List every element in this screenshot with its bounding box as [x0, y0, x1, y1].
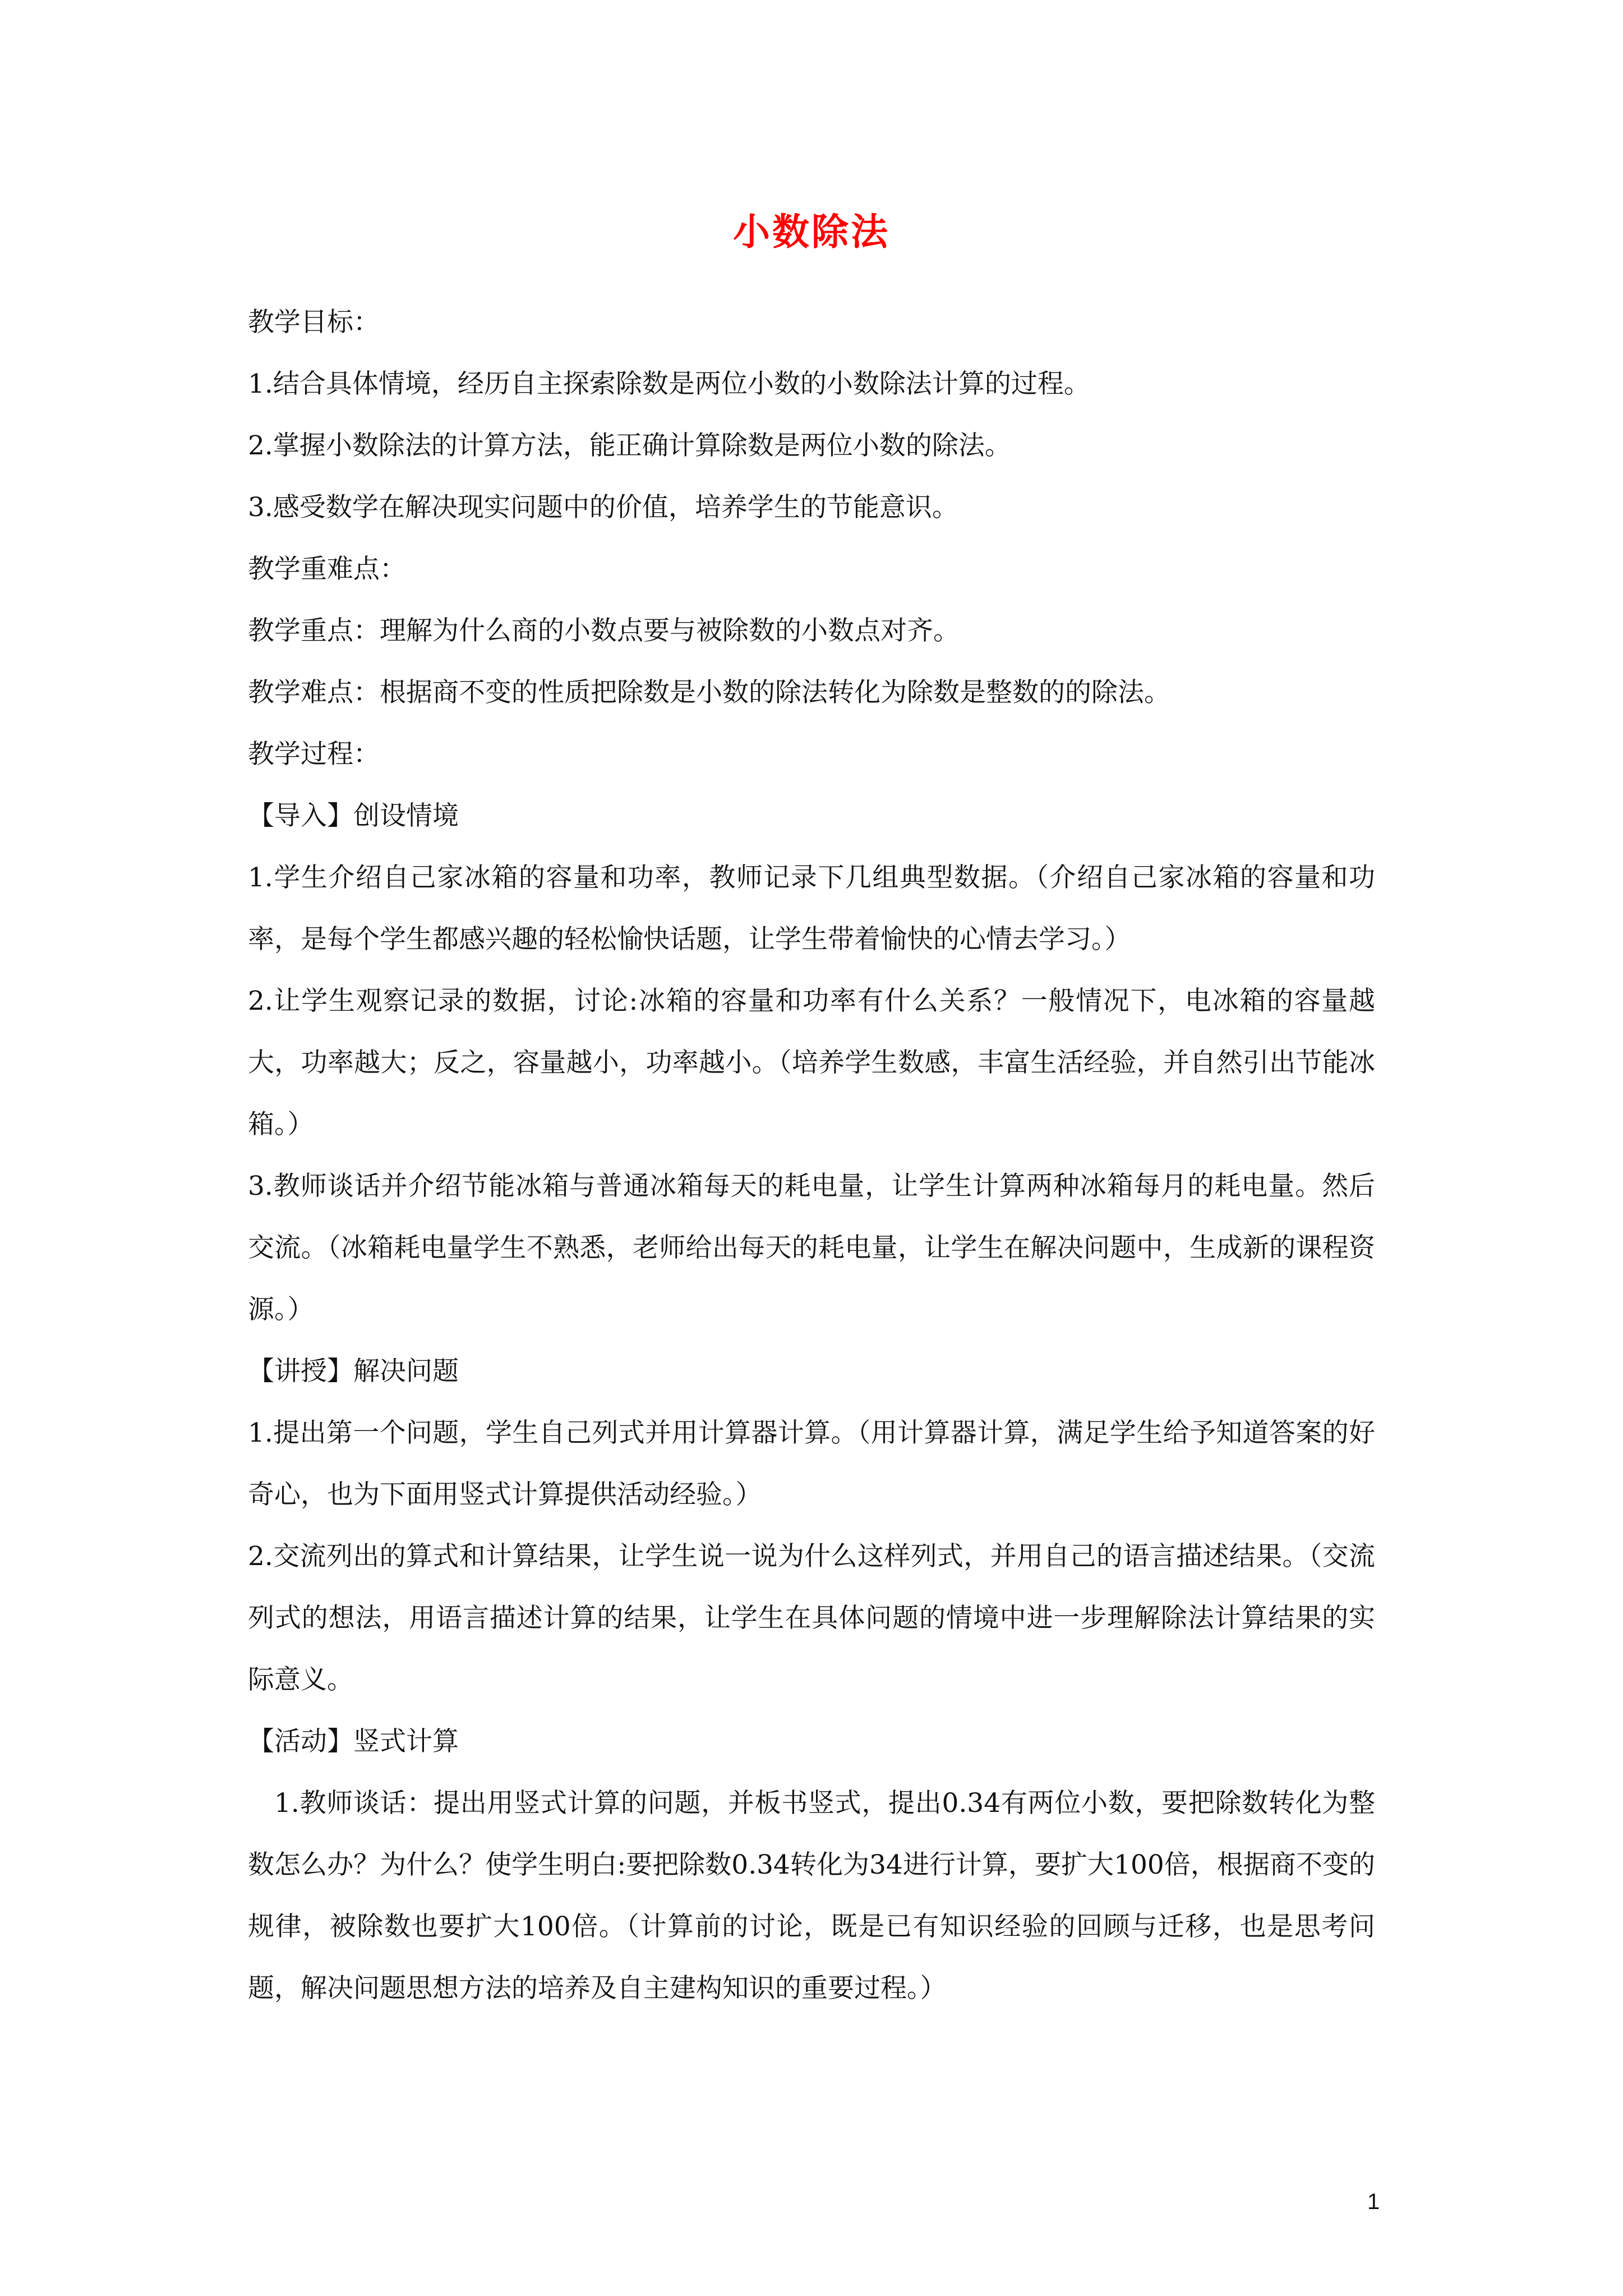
paragraph-activity-1: 1.教师谈话：提出用竖式计算的问题，并板书竖式，提出0.34有两位小数，要把除数转化为整数怎么办？为什么？使学生明白:要把除数0.34转化为34进行计算，要扩大100倍，根据商不变的规律，被除数也要扩大100倍。（计算前的讨论，既是已有知识经验的回顾与迁移，也是思考问题，解决问题思想方法的培养及自主建构知识的重要过程。）: [248, 1788, 1375, 2004]
section-heading-lecture: 【讲授】解决问题: [248, 1356, 459, 1387]
paragraph-objective-3: 3.感受数学在解决现实问题中的价值，培养学生的节能意识。: [248, 492, 958, 523]
paragraph-objective-1: 1.结合具体情境，经历自主探索除数是两位小数的小数除法计算的过程。: [248, 369, 1090, 399]
heading-objectives: 教学目标：: [248, 307, 380, 338]
paragraph-intro-2: 2.让学生观察记录的数据，讨论:冰箱的容量和功率有什么关系？一般情况下，电冰箱的容量越大，功率越大；反之，容量越小，功率越小。（培养学生数感，丰富生活经验，并自然引出节能冰箱。）: [248, 986, 1375, 1140]
page-title: 小数除法: [733, 210, 890, 254]
paragraph-intro-3: 3.教师谈话并介绍节能冰箱与普通冰箱每天的耗电量，让学生计算两种冰箱每月的耗电量。然后交流。（冰箱耗电量学生不熟悉，老师给出每天的耗电量，让学生在解决问题中，生成新的课程资源。）: [248, 1171, 1375, 1325]
section-heading-activity: 【活动】竖式计算: [248, 1726, 459, 1757]
paragraph-difficulty: 教学难点：根据商不变的性质把除数是小数的除法转化为除数是整数的的除法。: [248, 677, 1170, 708]
section-heading-intro: 【导入】创设情境: [248, 800, 459, 831]
heading-key-points: 教学重难点：: [248, 554, 406, 585]
document-body: [248, 292, 1375, 2019]
paragraph-lecture-2: 2.交流列出的算式和计算结果，让学生说一说为什么这样列式，并用自己的语言描述结果。（交流列式的想法，用语言描述计算的结果，让学生在具体问题的情境中进一步理解除法计算结果的实际意义。: [248, 1541, 1375, 1695]
paragraph-lecture-1: 1.提出第一个问题，学生自己列式并用计算器计算。（用计算器计算，满足学生给予知道答案的好奇心，也为下面用竖式计算提供活动经验。）: [248, 1418, 1375, 1510]
heading-process: 教学过程：: [248, 739, 380, 770]
paragraph-objective-2: 2.掌握小数除法的计算方法，能正确计算除数是两位小数的除法。: [248, 430, 1011, 461]
paragraph-intro-1: 1.学生介绍自己家冰箱的容量和功率，教师记录下几组典型数据。（介绍自己家冰箱的容量和功率，是每个学生都感兴趣的轻松愉快话题，让学生带着愉快的心情去学习。）: [248, 862, 1375, 955]
paragraph-key-point: 教学重点：理解为什么商的小数点要与被除数的小数点对齐。: [248, 615, 960, 646]
page-number: 1: [1367, 2189, 1380, 2214]
